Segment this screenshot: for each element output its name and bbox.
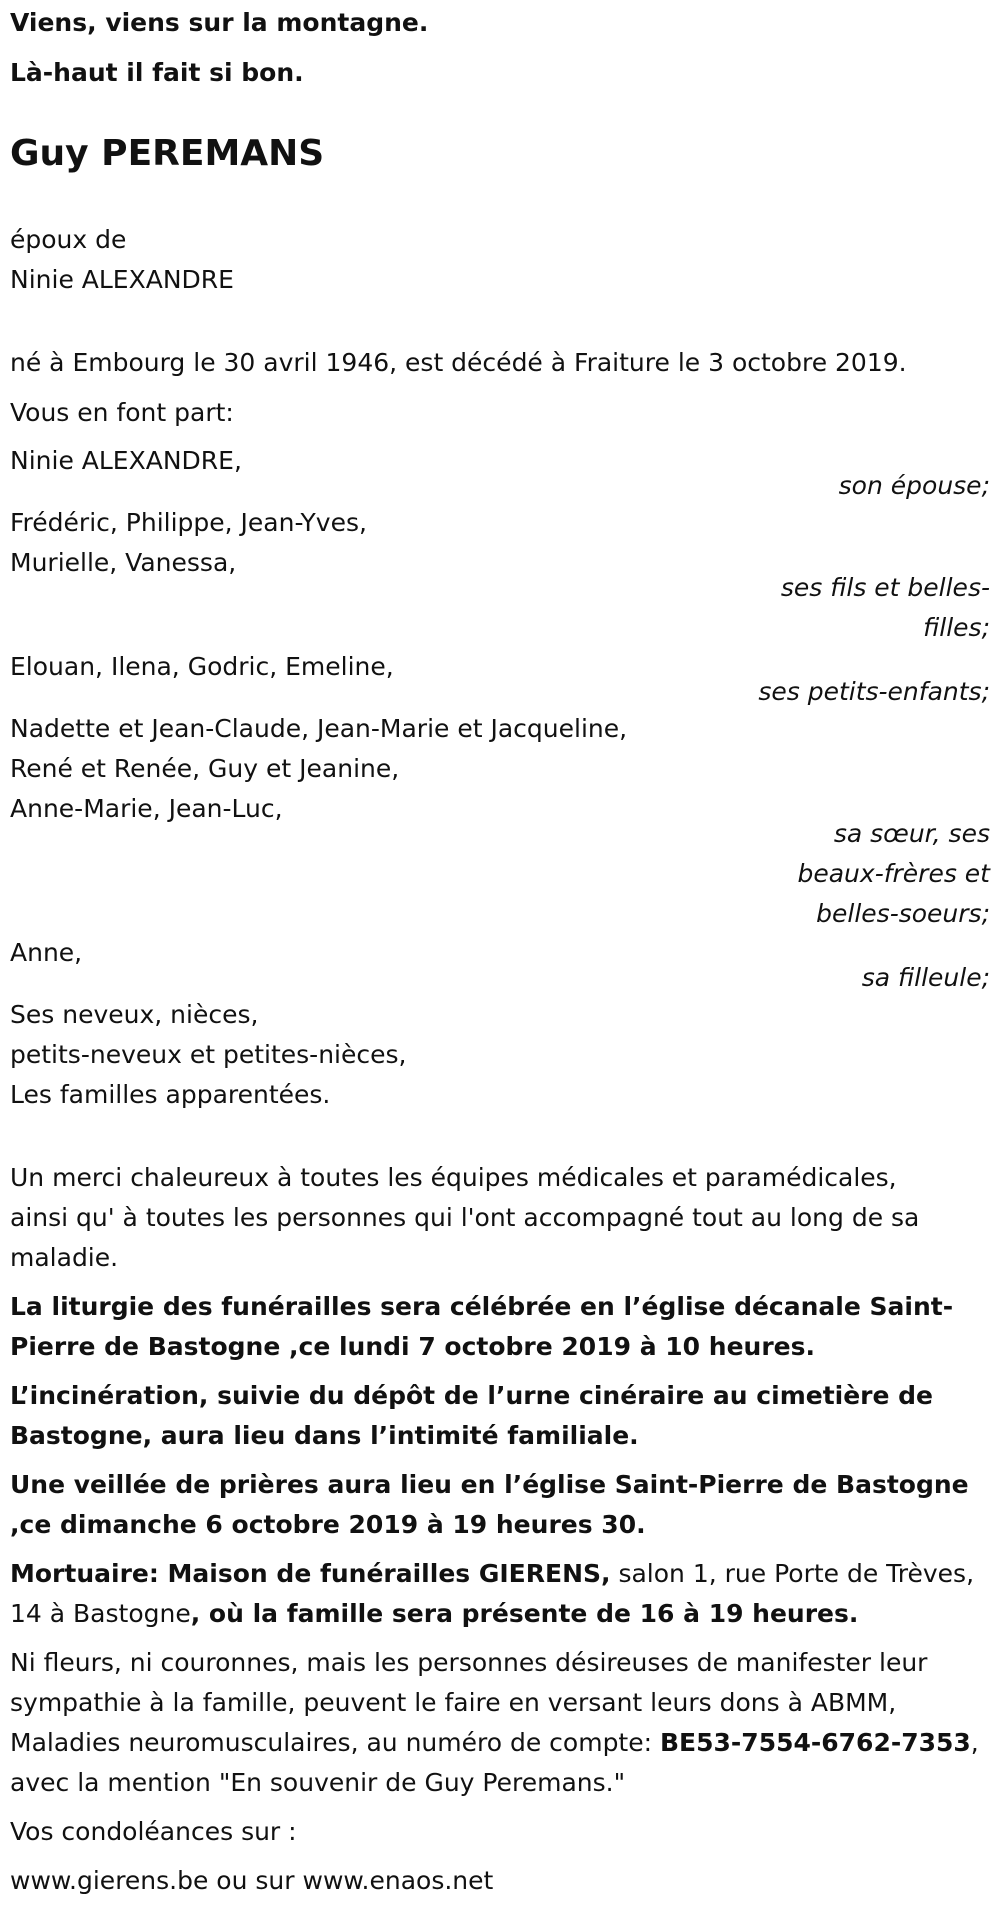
mortuary-venue: Mortuaire: Maison de funérailles GIERENS, bbox=[10, 1559, 611, 1588]
deceased-name: Guy PEREMANS bbox=[10, 133, 325, 174]
flowers-line: avec la mention "En souvenir de Guy Peremans." bbox=[10, 1768, 626, 1797]
birth-death-line: né à Embourg le 30 avril 1946, est décédé à Fraiture le 3 octobre 2019. bbox=[10, 348, 907, 377]
thanks-line: maladie. bbox=[10, 1243, 119, 1272]
others-line: Les familles apparentées. bbox=[10, 1080, 331, 1109]
mortuary-hours: , où la famille sera présente de 16 à 19 heures. bbox=[190, 1599, 859, 1628]
others-line: Ses neveux, nièces, bbox=[10, 1000, 259, 1029]
family-line: Murielle, Vanessa, bbox=[10, 548, 237, 577]
vigil-line: Une veillée de prières aura lieu en l’église Saint-Pierre de Bastogne bbox=[10, 1470, 969, 1499]
mortuary-line-2 bbox=[10, 1599, 858, 1629]
family-relation: sa sœur, ses beaux-frères et belles-soeurs; bbox=[797, 819, 990, 928]
mortuary-city: 14 à Bastogne bbox=[10, 1599, 191, 1628]
condolences-sites: www.gierens.be ou sur www.enaos.net bbox=[10, 1866, 494, 1895]
others-line: petits-neveux et petites-nièces, bbox=[10, 1040, 407, 1069]
family-line: Elouan, Ilena, Godric, Emeline, bbox=[10, 652, 394, 681]
condolences-label: Vos condoléances sur : bbox=[10, 1817, 297, 1846]
liturgy-line: Pierre de Bastogne ,ce lundi 7 octobre 2019 à 10 heures. bbox=[10, 1332, 815, 1361]
family-relation: son épouse; bbox=[838, 471, 990, 500]
vigil-line: ,ce dimanche 6 octobre 2019 à 19 heures 30. bbox=[10, 1510, 646, 1539]
family-line: Frédéric, Philippe, Jean-Yves, bbox=[10, 508, 367, 537]
family-line: Anne-Marie, Jean-Luc, bbox=[10, 794, 283, 823]
family-relation: ses petits-enfants; bbox=[758, 677, 990, 706]
announce-line: Vous en font part: bbox=[10, 398, 234, 427]
account-number: BE53-7554-6762-7353 bbox=[660, 1728, 971, 1757]
family-line: Anne, bbox=[10, 938, 83, 967]
flowers-line bbox=[10, 1728, 979, 1758]
mortuary-line-1 bbox=[10, 1559, 974, 1589]
family-relation: sa filleule; bbox=[861, 963, 990, 992]
spouse-name: Ninie ALEXANDRE bbox=[10, 265, 234, 294]
family-relation: ses fils et belles-filles; bbox=[780, 573, 990, 642]
mortuary-address: salon 1, rue Porte de Trèves, bbox=[610, 1559, 975, 1588]
flowers-line: Ni fleurs, ni couronnes, mais les personnes désireuses de manifester leur bbox=[10, 1648, 928, 1677]
flowers-comma: , bbox=[970, 1728, 979, 1757]
poem-line-1: Viens, viens sur la montagne. bbox=[10, 8, 429, 37]
flowers-account-label: Maladies neuromusculaires, au numéro de compte: bbox=[10, 1728, 660, 1757]
flowers-line: sympathie à la famille, peuvent le faire en versant leurs dons à ABMM, bbox=[10, 1688, 897, 1717]
family-line: Ninie ALEXANDRE, bbox=[10, 446, 242, 475]
liturgy-line: La liturgie des funérailles sera célébrée en l’église décanale Saint- bbox=[10, 1292, 954, 1321]
incineration-line: Bastogne, aura lieu dans l’intimité familiale. bbox=[10, 1421, 639, 1450]
poem-line-2: Là-haut il fait si bon. bbox=[10, 58, 304, 87]
spouse-label: époux de bbox=[10, 225, 127, 254]
incineration-line: L’incinération, suivie du dépôt de l’urne cinéraire au cimetière de bbox=[10, 1381, 934, 1410]
thanks-line: Un merci chaleureux à toutes les équipes médicales et paramédicales, bbox=[10, 1163, 897, 1192]
family-line: René et Renée, Guy et Jeanine, bbox=[10, 754, 400, 783]
thanks-line: ainsi qu' à toutes les personnes qui l'ont accompagné tout au long de sa bbox=[10, 1203, 920, 1232]
family-line: Nadette et Jean-Claude, Jean-Marie et Jacqueline, bbox=[10, 714, 628, 743]
